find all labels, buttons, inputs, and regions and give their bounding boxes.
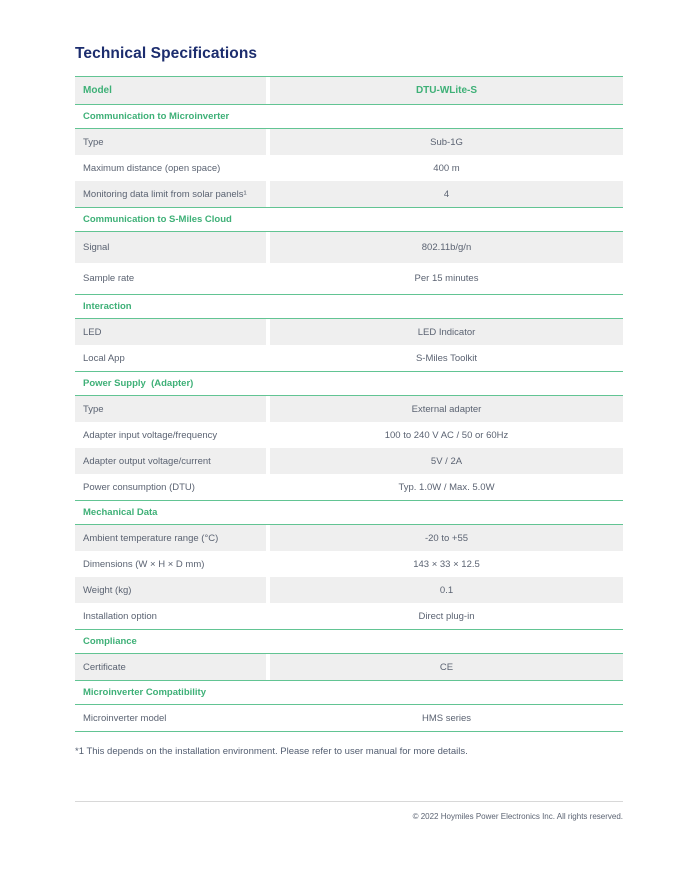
spec-label: LED [75, 319, 266, 345]
spec-value: 100 to 240 V AC / 50 or 60Hz [384, 429, 509, 441]
section-header: Compliance [75, 629, 623, 654]
section-header: Power Supply (Adapter) [75, 371, 623, 396]
spec-value: 400 m [433, 162, 460, 174]
table-header-model-label: Model [75, 77, 266, 104]
spec-value: -20 to +55 [270, 525, 623, 551]
spec-value: Per 15 minutes [414, 273, 479, 284]
spec-label: Sample rate [83, 273, 135, 284]
footer-divider [75, 801, 623, 802]
footnote: *1 This depends on the installation environment. Please refer to user manual for more details. [75, 746, 468, 757]
spec-table [75, 76, 623, 732]
spec-label: Ambient temperature range (°C) [75, 525, 266, 551]
spec-value: Sub-1G [270, 129, 623, 155]
section-header: Mechanical Data [75, 500, 623, 525]
section-header: Interaction [75, 294, 623, 319]
spec-row [75, 319, 623, 345]
spec-value: Direct plug-in [418, 610, 475, 622]
spec-value: External adapter [270, 396, 623, 422]
spec-row [75, 551, 623, 577]
copyright-text: © 2022 Hoymiles Power Electronics Inc. All rights reserved. [412, 812, 623, 821]
spec-value: 4 [270, 181, 623, 207]
spec-label: Local App [83, 352, 125, 364]
spec-label: Signal [75, 232, 266, 263]
spec-label: Type [75, 129, 266, 155]
spec-value: HMS series [421, 712, 472, 724]
spec-row [75, 232, 623, 263]
spec-row [75, 603, 623, 629]
spec-label: Dimensions (W × H × D mm) [83, 558, 205, 570]
spec-row [75, 654, 623, 680]
section-header: Communication to Microinverter [75, 104, 623, 129]
spec-row [75, 181, 623, 207]
spec-table-body [75, 104, 623, 731]
section-header: Communication to S-Miles Cloud [75, 207, 623, 232]
spec-row [75, 422, 623, 448]
spec-row [75, 448, 623, 474]
spec-value: Typ. 1.0W / Max. 5.0W [398, 481, 495, 493]
table-header-model-value: DTU-WLite-S [270, 77, 623, 104]
spec-row [75, 155, 623, 181]
spec-value: S-Miles Toolkit [415, 352, 478, 364]
spec-value: 802.11b/g/n [270, 232, 623, 263]
spec-value: 0.1 [270, 577, 623, 603]
spec-row [75, 525, 623, 551]
spec-row [75, 705, 623, 731]
spec-value: 143 × 33 × 12.5 [413, 558, 480, 570]
spec-row [75, 474, 623, 500]
spec-value: LED Indicator [270, 319, 623, 345]
spec-label: Maximum distance (open space) [83, 162, 221, 174]
spec-label: Monitoring data limit from solar panels¹ [75, 181, 266, 207]
spec-row [75, 396, 623, 422]
spec-row [75, 345, 623, 371]
spec-label: Weight (kg) [75, 577, 266, 603]
table-header-row [75, 76, 623, 104]
page-title: Technical Specifications [75, 45, 258, 62]
spec-label: Power consumption (DTU) [83, 481, 195, 493]
spec-label: Adapter input voltage/frequency [83, 429, 218, 441]
spec-label: Microinverter model [83, 712, 167, 724]
spec-label: Installation option [83, 610, 157, 622]
spec-value: CE [270, 654, 623, 680]
spec-value: 5V / 2A [270, 448, 623, 474]
section-header: Microinverter Compatibility [75, 680, 623, 705]
spec-row [75, 263, 623, 294]
spec-label: Type [75, 396, 266, 422]
content-area [75, 45, 623, 821]
spec-row [75, 577, 623, 603]
spec-label: Certificate [75, 654, 266, 680]
spec-row [75, 129, 623, 155]
spec-label: Adapter output voltage/current [75, 448, 266, 474]
